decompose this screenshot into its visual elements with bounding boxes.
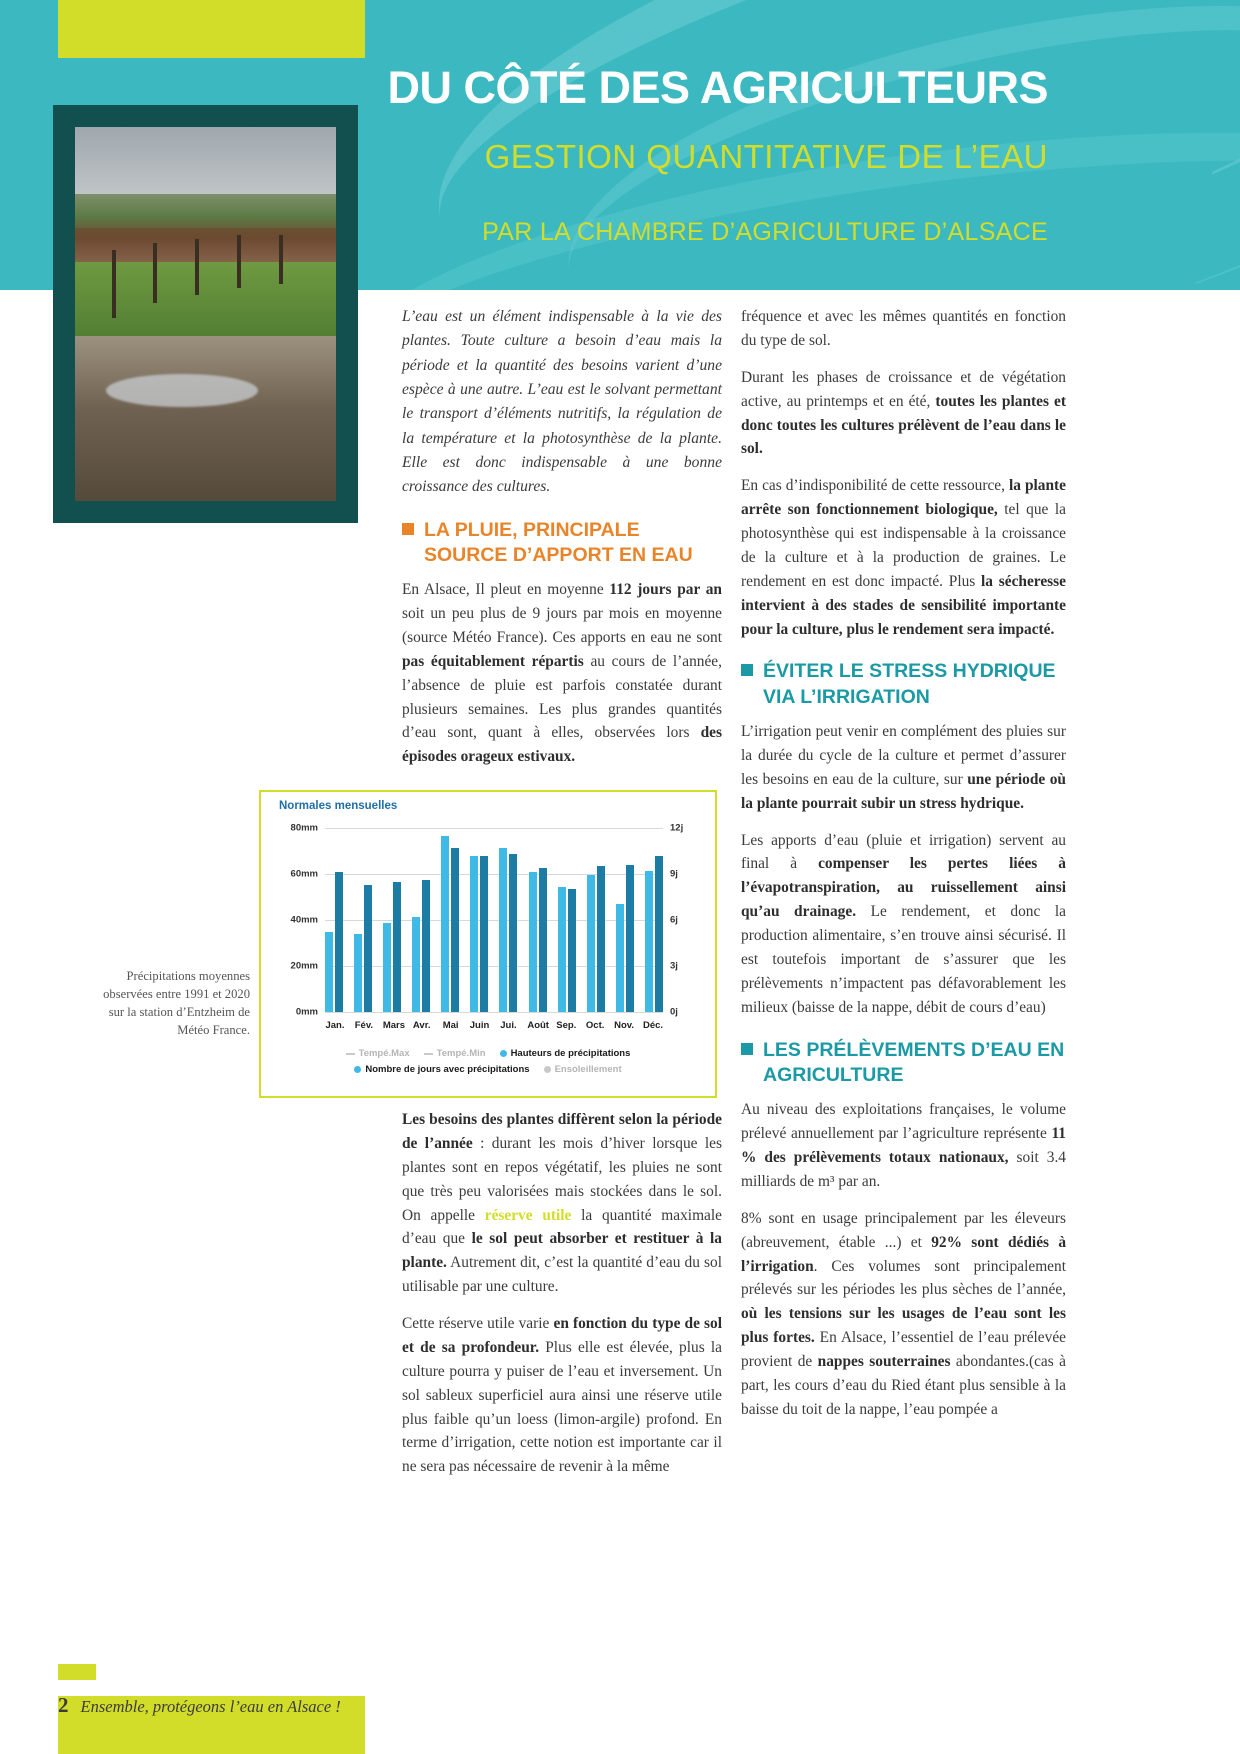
chart-month-group (558, 828, 576, 1012)
photo-fence-post (195, 239, 199, 295)
chart-x-tick-label: Nov. (614, 1020, 634, 1031)
chart-bars-container (325, 828, 663, 1012)
withdrawals-p2-b: 92% sont dédiés à l’irrigation (741, 1233, 1067, 1275)
chart-bar-rain-days (422, 880, 430, 1012)
legend-dash-icon (346, 1053, 355, 1055)
chart-bar-precipitation (499, 848, 507, 1012)
chart-y-tick-left: 80mm (290, 822, 318, 834)
chart-legend-row (346, 1048, 631, 1059)
chart-bar-precipitation (587, 875, 595, 1012)
chart-legend-label: Tempé.Max (358, 1048, 410, 1059)
intro-paragraph: L’eau est un élément indispensable à la vie des plantes. Toute culture a besoin d’eau mais la période et la quantité des besoins varient d’une espèce à une autre. L’eau est le solvant permettant le transport d’éléments nutritifs, la régulation de la température et la photosynthèse de la plante. Elle est donc indispensable à une bonne croissance des cultures. (402, 308, 722, 496)
withdrawals-paragraph-1 (741, 1098, 1066, 1194)
chart-bar-rain-days (393, 882, 401, 1012)
chart-bar-precipitation (412, 917, 420, 1012)
section-heading-rain: LA PLUIE, PRINCIPALE SOURCE D’APPORT EN EAU (402, 518, 722, 569)
irrigation-p2-b: compenser les pertes liées à l’évapotranspiration, au ruissellement ainsi qu’au drainage. (741, 855, 1066, 921)
needs-p1-a: Les besoins des plantes diffèrent selon la période de l’année (402, 1111, 722, 1152)
left-column-lower (402, 1108, 722, 1492)
chart-x-tick-label: Mars (382, 1020, 405, 1031)
chart-y-tick-left: 0mm (295, 1006, 318, 1018)
needs-p2-b: en fonction du type de sol et de sa profondeur. (402, 1315, 722, 1356)
page-subtitle-secondary: PAR LA CHAMBRE D’AGRICULTURE D’ALSACE (482, 218, 1048, 246)
article-photo (75, 127, 336, 501)
legend-dot-icon (544, 1066, 551, 1073)
photo-puddle (106, 374, 257, 408)
withdrawals-p2-g: abondantes.(cas à part, les cours d’eau du Ried étant plus sensible à la baisse du toit de la nappe, l’eau pompée a (741, 1353, 1067, 1418)
chart-x-tick-label: Août (527, 1020, 549, 1031)
needs-p1-d: la quantité maximale d’eau que (402, 1206, 722, 1248)
rain-p1-a: En Alsace, Il pleut en moyenne (402, 581, 610, 599)
photo-fence-post (279, 235, 283, 284)
photo-fence-post (153, 243, 157, 303)
rain-p1-e: au cours de l’année, l’absence de pluie est parfois constatée durant plusieurs semaines. Les plus grandes quantités d’eau sont, quant à elles, observées lors (402, 652, 722, 742)
rain-paragraph (402, 578, 722, 769)
withdrawals-p1-a: Au niveau des exploitations françaises, le volume prélevé annuellement par l’agriculture représente (741, 1101, 1066, 1143)
chart-month-group (383, 828, 401, 1012)
chart-gridline (295, 1006, 678, 1018)
right-paragraph-2 (741, 366, 1066, 462)
chart-bar-precipitation (441, 836, 449, 1012)
chart-caption: Précipitations moyennes observées entre 1991 et 2020 sur la station d’Entzheim de Météo France. (103, 969, 250, 1037)
chart-legend (261, 1048, 715, 1075)
chart-legend-label: Nombre de jours avec précipitations (365, 1064, 530, 1075)
legend-dot-icon (354, 1066, 361, 1073)
chart-legend-item[interactable] (544, 1064, 622, 1075)
needs-p2-c: Plus elle est élevée, plus la culture pourra y puiser de l’eau et inversement. Un sol sableux superficiel aura ainsi une réserve utile plus faible qu’un loess (limon-argile) profond. En terme d’irrigation, cette notion est importante car il ne sera pas nécessaire de revenir à la même (402, 1338, 722, 1476)
chart-legend-label: Ensoleillement (554, 1064, 622, 1075)
needs-p1-b: : durant les mois d’hiver lorsque les plantes sont en repos végétatif, les pluies ne sont que très peu valorisées mais stockées dans le sol. On appelle (402, 1134, 723, 1224)
right-p3-c: tel que la photosynthèse qui est indispensable à la croissance de la culture et à la production de graines. Le rendement en est donc impacté. Plus (741, 501, 1066, 590)
left-column-upper (402, 305, 722, 782)
chart-bar-precipitation (354, 934, 362, 1012)
right-paragraph-1: fréquence et avec les mêmes quantités en fonction du type de sol. (741, 308, 1066, 349)
irrigation-paragraph-1 (741, 720, 1066, 816)
chart-legend-label: Tempé.Min (436, 1048, 486, 1059)
precipitation-chart (259, 790, 717, 1098)
photo-sky-region (75, 127, 336, 194)
needs-p1-f: Autrement dit, c’est la quantité d’eau du sol utilisable par une culture. (402, 1254, 722, 1296)
chart-y-tick-left: 20mm (290, 960, 318, 972)
chart-bar-precipitation (529, 872, 537, 1012)
chart-bar-precipitation (325, 932, 333, 1013)
irrigation-p1-a: L’irrigation peut venir en complément des pluies sur la durée du cycle de la culture et permet d’assurer les besoins en eau de la culture, sur (741, 723, 1066, 788)
irrigation-p2-c: Le rendement, et donc la production alimentaire, s’en trouve ainsi sécurisé. Il est toutefois important de s’assurer que les prélèvements n’impactent pas défavorablement les milieux (baisse de la nappe, débit de cours d’eau) (741, 903, 1066, 1016)
withdrawals-paragraph-2 (741, 1207, 1066, 1422)
chart-month-group (499, 828, 517, 1012)
chart-x-tick-label: Oct. (585, 1020, 605, 1031)
chart-month-group (325, 828, 343, 1012)
withdrawals-p2-d: où les tensions sur les usages de l’eau sont les plus fortes. (741, 1305, 1066, 1347)
withdrawals-p1-b: 11 % des prélèvements totaux nationaux, (741, 1125, 1066, 1166)
chart-plot-area (290, 822, 684, 1018)
footer-label: Ensemble, protégeons l’eau en Alsace ! (80, 1697, 341, 1716)
chart-legend-item[interactable] (500, 1048, 631, 1059)
photo-field-row (75, 228, 336, 239)
chart-x-tick-label: Mai (442, 1020, 459, 1031)
right-p2-b: toutes les plantes et donc toutes les cultures prélèvent de l’eau dans le sol. (741, 392, 1066, 458)
legend-dot-icon (500, 1050, 507, 1057)
chart-bar-precipitation (645, 871, 653, 1012)
chart-month-group (354, 828, 372, 1012)
chart-y-tick-right: 6j (670, 914, 678, 926)
irrigation-p1-b: une période où la plante pourrait subir un stress hydrique. (741, 770, 1066, 812)
chart-bar-rain-days (451, 848, 459, 1012)
rain-p1-d: pas équitablement répartis (402, 652, 584, 670)
section-heading-irrigation: ÉVITER LE STRESS HYDRIQUE VIA L’IRRIGATION (741, 659, 1066, 710)
page-number: 2 (58, 1693, 69, 1717)
chart-month-group (441, 828, 459, 1012)
right-column (741, 305, 1066, 1435)
chart-legend-row (354, 1064, 621, 1075)
article-photo-frame (53, 105, 358, 523)
photo-mud-region (75, 336, 336, 501)
chart-x-axis-labels (325, 1020, 663, 1031)
chart-bar-rain-days (597, 866, 605, 1012)
needs-paragraph-2 (402, 1312, 722, 1479)
chart-legend-label: Hauteurs de précipitations (510, 1048, 631, 1059)
chart-y-tick-right: 9j (670, 868, 678, 880)
withdrawals-p1-c: soit 3.4 milliards de m³ par an. (741, 1149, 1066, 1190)
irrigation-paragraph-2 (741, 829, 1066, 1020)
chart-y-tick-right: 3j (670, 960, 678, 972)
chart-x-tick-label: Juin (469, 1020, 490, 1031)
chart-legend-item[interactable] (346, 1048, 410, 1059)
withdrawals-p2-f: nappes souterraines (817, 1353, 951, 1370)
needs-p1-e: le sol peut absorber et restituer à la plante. (402, 1230, 722, 1272)
right-p3-b: la plante arrête son fonctionnement biologique, (741, 477, 1066, 519)
chart-y-tick-left: 60mm (290, 868, 318, 880)
right-p2-a: Durant les phases de croissance et de végétation active, au printemps et en été, (741, 368, 1066, 410)
irrigation-p2-a: Les apports d’eau (pluie et irrigation) servent au final à (741, 831, 1066, 873)
withdrawals-p2-a: 8% sont en usage principalement par les éleveurs (abreuvement, étable ...) et (741, 1209, 1066, 1251)
chart-bar-rain-days (539, 868, 547, 1012)
needs-p2-a: Cette réserve utile varie (402, 1315, 554, 1332)
right-p3-a: En cas d’indisponibilité de cette ressource, (741, 477, 1009, 495)
photo-fence-post (112, 250, 116, 317)
chart-bar-precipitation (616, 904, 624, 1012)
chart-legend-item[interactable] (424, 1048, 486, 1059)
photo-fence-post (237, 235, 241, 287)
page-subtitle-primary: GESTION QUANTITATIVE DE L’EAU (484, 138, 1048, 175)
chart-x-tick-label: Jui. (500, 1020, 517, 1031)
rain-p1-b: 112 jours par an (609, 581, 722, 599)
footer (58, 1693, 341, 1718)
chart-bar-rain-days (626, 865, 634, 1012)
chart-x-tick-label: Avr. (412, 1020, 431, 1031)
chart-bar-rain-days (509, 854, 517, 1012)
chart-y-tick-right: 0j (670, 1006, 678, 1018)
needs-highlight-reserve-utile: réserve utile (484, 1206, 572, 1224)
chart-bar-precipitation (383, 923, 391, 1012)
chart-month-group (645, 828, 663, 1012)
chart-bar-rain-days (655, 856, 663, 1012)
chart-bar-precipitation (558, 887, 566, 1012)
chart-month-group (616, 828, 634, 1012)
chart-x-tick-label: Déc. (642, 1020, 664, 1031)
withdrawals-p2-c: . Ces volumes sont principalement prélevés sur les périodes les plus sèches de l’année, (741, 1257, 1066, 1299)
chart-month-group (587, 828, 605, 1012)
chart-legend-item[interactable] (354, 1064, 529, 1075)
legend-dash-icon (424, 1053, 433, 1055)
section-heading-withdrawals: LES PRÉLÈVEMENTS D’EAU EN AGRICULTURE (741, 1038, 1066, 1089)
chart-month-group (412, 828, 430, 1012)
rain-p1-c: soit un peu plus de 9 jours par mois en moyenne (source Météo France). Ces apports en eau ne sont (402, 605, 722, 646)
chart-month-group (470, 828, 488, 1012)
right-p3-d: la sécheresse intervient à des stades de sensibilité importante pour la culture, plus le rendement sera impacté. (741, 572, 1066, 638)
chart-bar-rain-days (335, 872, 343, 1012)
chart-x-tick-label: Fév. (354, 1020, 374, 1031)
chart-bar-rain-days (364, 885, 372, 1012)
chart-x-tick-label: Sep. (556, 1020, 577, 1031)
chart-y-tick-left: 40mm (290, 914, 318, 926)
chart-bar-precipitation (470, 856, 478, 1012)
right-paragraph-3 (741, 474, 1066, 641)
withdrawals-p2-e: En Alsace, l’essentiel de l’eau prélevée provient de (741, 1329, 1066, 1370)
chart-bar-rain-days (568, 889, 576, 1012)
chart-y-tick-right: 12j (670, 822, 684, 834)
chart-x-tick-label: Jan. (325, 1020, 345, 1031)
chart-month-group (529, 828, 547, 1012)
header-yellow-square (58, 0, 365, 58)
page-title: DU CÔTÉ DES AGRICULTEURS (387, 62, 1048, 113)
chart-bar-rain-days (480, 856, 488, 1012)
rain-p1-f: des épisodes orageux estivaux. (402, 724, 722, 766)
needs-paragraph-1 (402, 1108, 722, 1299)
footer-yellow-tab (58, 1664, 96, 1680)
chart-title: Normales mensuelles (279, 800, 398, 812)
